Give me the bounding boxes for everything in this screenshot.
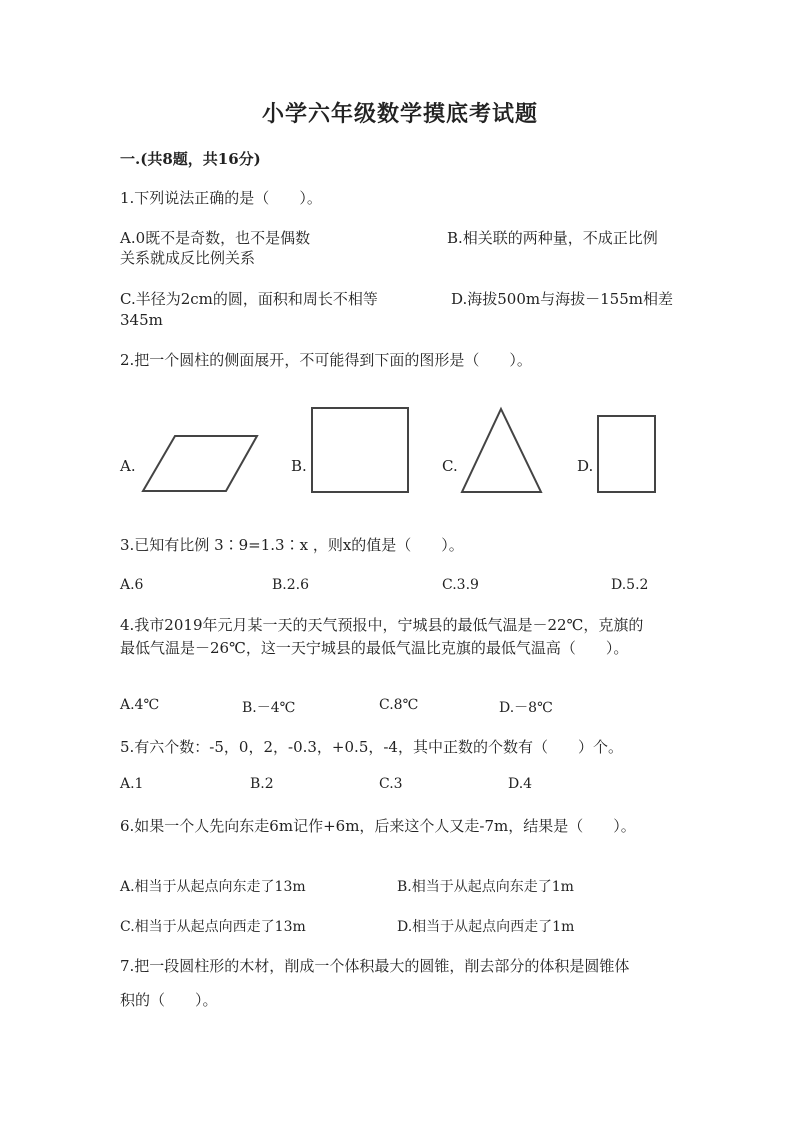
square-figure xyxy=(310,406,412,496)
q6-option-c: C.相当于从起点向西走了13m xyxy=(120,919,306,935)
q2-figure-label-a: A. xyxy=(120,457,136,475)
page-title: 小学六年级数学摸底考试题 xyxy=(261,101,538,127)
q3-stem: 3.已知有比例 3∶9=1.3∶x ，则x的值是（ ）。 xyxy=(120,536,464,554)
q5-option-d: D.4 xyxy=(508,776,533,792)
q7-stem-line2: 积的（ ）。 xyxy=(120,991,218,1009)
q4-option-d: D.－8℃ xyxy=(499,700,553,716)
q2-figure-label-b: B. xyxy=(291,457,307,475)
q4-option-a: A.4℃ xyxy=(120,697,160,713)
q6-option-b: B.相当于从起点向东走了1m xyxy=(397,879,574,895)
q1-option-c: C.半径为2cm的圆，面积和周长不相等 xyxy=(120,290,378,308)
q4-stem-line1: 4.我市2019年元月某一天的天气预报中，宁城县的最低气温是－22℃，克旗的 xyxy=(120,616,644,634)
q3-option-d: D.5.2 xyxy=(611,577,649,593)
q4-option-c: C.8℃ xyxy=(379,697,419,713)
q6-option-a: A.相当于从起点向东走了13m xyxy=(120,879,306,895)
q7-stem-line1: 7.把一段圆柱形的木材，削成一个体积最大的圆锥，削去部分的体积是圆锥体 xyxy=(120,957,630,975)
q2-figure-label-c: C. xyxy=(442,457,458,475)
q4-stem-line2: 最低气温是－26℃，这一天宁城县的最低气温比克旗的最低气温高（ ）。 xyxy=(120,639,629,657)
section-heading: 一.(共8题，共16分) xyxy=(120,150,261,168)
q3-option-b: B.2.6 xyxy=(272,577,310,593)
q1-option-b: B.相关联的两种量，不成正比例 xyxy=(447,229,658,247)
q5-option-c: C.3 xyxy=(379,776,403,792)
q1-option-d: D.海拔500m与海拔－155m相差 xyxy=(451,290,673,308)
q1-option-a-line1: A.0既不是奇数，也不是偶数 xyxy=(120,229,311,247)
q5-option-b: B.2 xyxy=(250,776,274,792)
triangle-figure xyxy=(459,407,545,497)
q3-option-a: A.6 xyxy=(120,577,144,593)
q1-stem: 1.下列说法正确的是（ ）。 xyxy=(120,189,322,207)
q1-option-b-line2: 关系就成反比例关系 xyxy=(120,249,256,267)
q3-option-c: C.3.9 xyxy=(442,577,479,593)
q6-option-d: D.相当于从起点向西走了1m xyxy=(397,919,575,935)
rectangle-figure xyxy=(596,414,658,496)
parallelogram-figure xyxy=(140,434,260,496)
q5-option-a: A.1 xyxy=(120,776,144,792)
q5-stem: 5.有六个数：-5，0，2，-0.3，+0.5，-4，其中正数的个数有（ ）个。 xyxy=(120,738,623,756)
q4-option-b: B.－4℃ xyxy=(242,700,296,716)
q1-option-d-line2: 345m xyxy=(120,311,163,329)
q6-stem: 6.如果一个人先向东走6m记作+6m，后来这个人又走-7m，结果是（ ）。 xyxy=(120,817,636,835)
q2-stem: 2.把一个圆柱的侧面展开，不可能得到下面的图形是（ ）。 xyxy=(120,351,532,369)
q2-figure-label-d: D. xyxy=(577,457,594,475)
